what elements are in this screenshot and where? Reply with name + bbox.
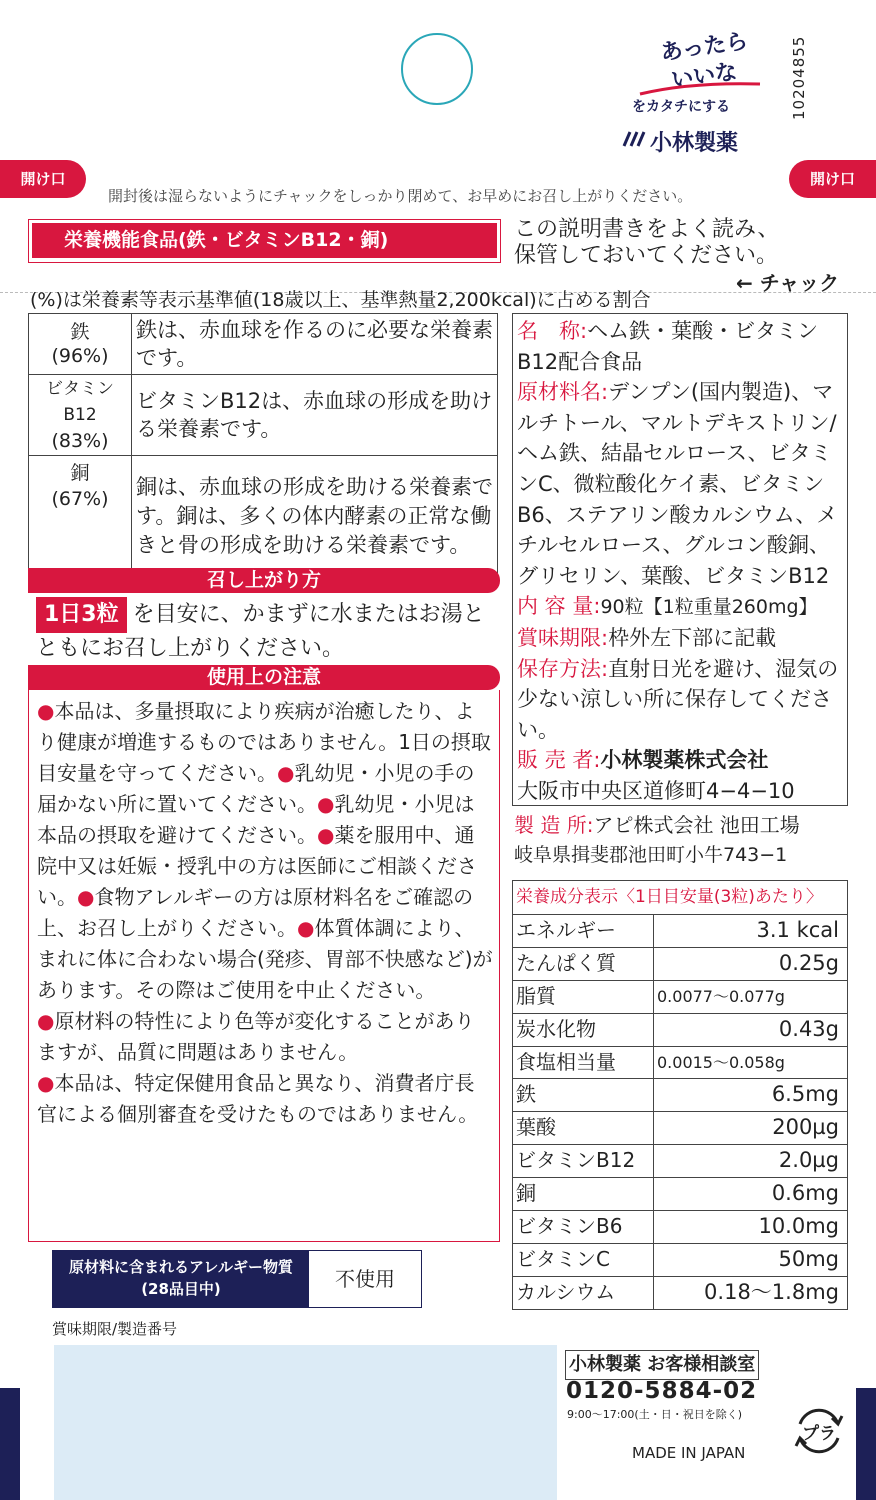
table-row: [29, 314, 498, 375]
expiry-value: 枠外左下部に記載: [608, 625, 777, 650]
read-note-1: この説明書きをよく読み、: [514, 217, 780, 242]
nutrient-desc: 鉄は、赤血球を作るのに必要な栄養素です。: [132, 314, 498, 375]
nutrient-desc: 銅は、赤血球の形成を助ける栄養素です。銅は、多くの体内酵素の正常な働きと骨の形成を助ける栄養素です。: [132, 456, 498, 577]
table-row: [513, 1079, 847, 1112]
nutrient-name: 炭水化物: [513, 1014, 654, 1046]
name-value: ヘム鉄・葉酸・ビタミンB12配合食品: [517, 319, 819, 374]
table-row: [513, 915, 847, 948]
expiry-lot-label: 賞味期限/製造番号: [52, 1320, 178, 1338]
caution-item: 食物アレルギーの方は原材料名をご確認の上、お召し上がりください。: [37, 885, 474, 940]
storage-label: 保存方法:: [517, 656, 609, 681]
open-tab-left[interactable]: 開け口: [0, 160, 86, 198]
product-code: 10204855: [790, 35, 808, 120]
nutrient-name: ビタミンB12: [46, 379, 114, 425]
nutrient-value: 0.18〜1.8mg: [704, 1279, 839, 1304]
nutrient-value: 2.0µg: [778, 1148, 839, 1173]
recycle-mark-text: プラ: [802, 1424, 836, 1444]
caution-item: 本品は、特定保健用食品と異なり、消費者庁長官による個別審査を受けたものではありません。: [37, 1071, 479, 1126]
nutrition-title: 栄養成分表示〈1日目安量(3粒)あたり〉: [513, 881, 847, 915]
table-row: [513, 1047, 847, 1080]
expiry-print-area: [54, 1345, 557, 1500]
hang-hole: [401, 33, 473, 105]
expiry-label: 賞味期限:: [517, 625, 609, 650]
content-value: 90粒【1粒重量260mg】: [600, 596, 818, 619]
nutrient-cell: [29, 375, 132, 456]
nutrition-table: [512, 880, 848, 1310]
table-row: [513, 1178, 847, 1211]
caution-bullet-icon: ●: [37, 1009, 55, 1033]
nutrient-value: 10.0mg: [758, 1214, 839, 1239]
read-note-2: 保管しておいてください。: [514, 243, 779, 268]
consult-phone: 0120-5884-02: [566, 1378, 758, 1404]
table-row: [513, 1244, 847, 1277]
caution-bullet-icon: ●: [277, 761, 295, 785]
nutrient-cell: [29, 456, 132, 577]
nutrient-value: 6.5mg: [771, 1082, 839, 1107]
nutrient-name: カルシウム: [513, 1277, 654, 1309]
recycle-mark-icon: [792, 1404, 846, 1458]
reseal-note: 開封後は湿らないようにチャックをしっかり閉めて、お早めにお召し上がりください。: [108, 187, 693, 205]
nutrient-pct: (83%): [51, 430, 109, 452]
howto-title: 召し上がり方: [28, 568, 500, 593]
nutrient-value: 0.0015〜0.058g: [657, 1052, 785, 1072]
nutrient-name: 鉄: [513, 1079, 654, 1111]
table-row: [513, 981, 847, 1014]
brand-slogan-line-2: いいな: [669, 59, 739, 94]
caution-item: 乳幼児・小児の手の届かない所に置いてください。: [37, 761, 475, 816]
caution-item: 薬を服用中、通院中又は妊娠・授乳中の方は医師にご相談ください。: [37, 823, 477, 909]
nutrient-name: ビタミンC: [513, 1244, 654, 1276]
seller-value: 小林製薬株式会社: [600, 748, 769, 773]
nutrient-name: エネルギー: [513, 915, 654, 947]
ingredients-value: デンプン(国内製造)、マルチトール、マルトデキストリン/ヘム鉄、結晶セルロース、ビタミンC、微粒酸化ケイ素、ビタミンB6、ステアリン酸カルシウム、メチルセルロース、グルコン酸銅、グリセリン、葉酸、ビタミンB12: [517, 380, 838, 588]
table-row: [513, 1014, 847, 1047]
caution-item: 原材料の特性により色等が変化することがありますが、品質に問題はありません。: [37, 1009, 475, 1064]
nutrient-name: 食塩相当量: [513, 1047, 654, 1079]
maker-value: アピ株式会社 池田工場: [593, 813, 800, 837]
zipper-label: ← チャック: [736, 271, 840, 295]
seller-address: 大阪市中央区道修町4−4−10: [517, 778, 795, 803]
table-row: [513, 1211, 847, 1244]
open-tab-right[interactable]: 開け口: [789, 160, 876, 198]
nutrient-name: たんぱく質: [513, 948, 654, 980]
cautions-body: [28, 690, 500, 1242]
howto-body: [36, 597, 498, 665]
allergen-value: 不使用: [335, 1267, 395, 1291]
right-edge-bar: [856, 1388, 876, 1500]
seller-label: 販 売 者:: [517, 748, 601, 773]
nutrition-rows: [513, 915, 847, 1309]
caution-bullet-icon: ●: [317, 792, 335, 816]
nutrient-function-table: [28, 313, 498, 577]
maker-address: 岐阜県揖斐郡池田町小牛743−1: [514, 844, 788, 866]
allergen-label: 原材料に含まれるアレルギー物質(28品目中): [53, 1251, 309, 1307]
brand-name: 小林製薬: [650, 131, 739, 156]
consult-title: 小林製薬 お客様相談室: [565, 1350, 759, 1380]
caution-item: 本品は、多量摂取により疾病が治癒したり、より健康が増進するものではありません。1日の摂取目安量を守ってください。: [37, 699, 491, 785]
howto-text: を目安に、かまずに水またはお湯とともにお召し上がりください。: [36, 602, 485, 661]
caution-bullet-icon: ●: [297, 916, 315, 940]
nutrient-value: 0.6mg: [771, 1181, 839, 1206]
nutrient-value: 0.43g: [778, 1016, 839, 1041]
name-label: 名 称:: [517, 319, 588, 343]
cautions-title: 使用上の注意: [28, 665, 500, 690]
caution-bullet-icon: ●: [77, 885, 95, 909]
caution-bullet-icon: ●: [37, 699, 55, 723]
howto-highlight: 1日3粒: [36, 597, 127, 633]
left-edge-bar: [0, 1388, 20, 1500]
allergen-box: [52, 1250, 422, 1308]
nutrient-name: 鉄: [70, 321, 90, 343]
nutrient-value: 0.0077〜0.077g: [657, 986, 785, 1006]
caution-bullet-icon: ●: [317, 823, 335, 847]
nutrient-name: ビタミンB12: [513, 1145, 654, 1177]
brand-slogan-sub: をカタチにする: [632, 99, 730, 115]
nutrient-name: 銅: [513, 1178, 654, 1210]
functional-label: 栄養機能食品(鉄・ビタミンB12・銅): [32, 223, 497, 258]
nutrient-desc: ビタミンB12は、赤血球の形成を助ける栄養素です。: [132, 375, 498, 456]
nutrient-value: 200µg: [772, 1115, 839, 1140]
caution-item: 乳幼児・小児は本品の摂取を避けてください。: [37, 792, 475, 847]
made-in: MADE IN JAPAN: [632, 1444, 746, 1462]
nutrient-name: 脂質: [513, 981, 654, 1013]
ingredients-label: 原材料名:: [517, 380, 609, 405]
nutrient-cell: [29, 314, 132, 375]
brand-mark-icon: [620, 128, 646, 150]
nutrient-pct: (67%): [51, 488, 109, 510]
table-row: [513, 1145, 847, 1178]
maker-label: 製 造 所:: [514, 813, 594, 837]
functional-label-frame: [28, 219, 501, 263]
nutrient-name: 葉酸: [513, 1112, 654, 1144]
storage-value: 直射日光を避け、湿気の少ない涼しい所に保存してください。: [517, 656, 839, 742]
brand-slogan-line-1: あったら: [659, 28, 750, 66]
product-info-box: [512, 313, 848, 806]
nutrient-value: 50mg: [778, 1246, 839, 1271]
table-row: [513, 948, 847, 981]
nutrient-value: 3.1 kcal: [756, 918, 839, 942]
consult-hours: 9:00〜17:00(土・日・祝日を除く): [567, 1408, 742, 1421]
maker-info: [514, 810, 854, 870]
nutrient-name: 銅: [70, 462, 90, 484]
table-row: [513, 1112, 847, 1145]
nutrient-value: 0.25g: [778, 950, 839, 975]
table-row: [29, 456, 498, 577]
nutrient-pct: (96%): [51, 345, 109, 367]
caution-bullet-icon: ●: [37, 1071, 55, 1095]
content-label: 内 容 量:: [517, 594, 601, 619]
brand-logo: [620, 28, 770, 158]
table-row: [29, 375, 498, 456]
nutrient-name: ビタミンB6: [513, 1211, 654, 1243]
caution-item: 体質体調により、まれに体に合わない場合(発疹、胃部不快感など)があります。その際はご使用を中止ください。: [37, 916, 493, 1002]
table-row: [513, 1277, 847, 1309]
nrv-note: (%)は栄養素等表示基準値(18歳以上、基準熱量2,200kcal)に占める割合: [30, 289, 651, 311]
